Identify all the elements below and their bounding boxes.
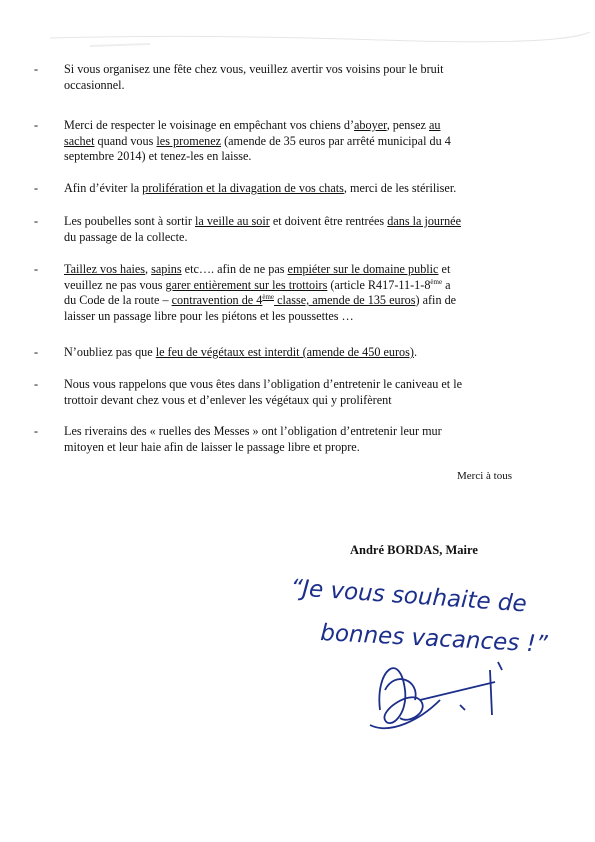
notice-item-cats — [34, 181, 544, 197]
text-run: ) afin de — [415, 293, 457, 307]
text-run: . — [413, 345, 417, 359]
text-run: trottoir devant chez vous et d’enlever les végétaux qui y prolifèrent — [64, 392, 392, 407]
text-run: , — [145, 262, 152, 276]
item-text-line — [64, 424, 544, 440]
item-text-line — [64, 134, 544, 150]
text-run: Les riverains des « ruelles des Messes » ont l’obligation d’entretenir leur mur — [64, 424, 442, 438]
text-run: et doivent être rentrées — [269, 214, 388, 228]
item-text-line — [64, 62, 544, 78]
text-run: ème — [430, 277, 443, 286]
bullet-dash: - — [34, 424, 39, 438]
text-run: quand vous — [94, 133, 157, 148]
bullet-dash: - — [34, 377, 39, 391]
item-text-line — [64, 149, 544, 165]
closing-thanks: Merci à tous — [457, 470, 512, 482]
text-run: , merci de les stériliser. — [343, 181, 457, 195]
notice-item-ruelles — [34, 424, 544, 455]
notice-item-hedges-parking — [34, 262, 544, 324]
text-run: etc…. afin de ne pas — [181, 262, 288, 276]
underlined-phrase: au — [429, 118, 441, 132]
item-text-line — [64, 345, 544, 361]
handwritten-wishes — [280, 550, 580, 750]
underlined-phrase: les promenez — [156, 133, 222, 148]
text-run: du Code de la route – — [64, 293, 172, 307]
text-run: septembre 2014) et tenez-les en laisse. — [64, 149, 252, 163]
item-text-line — [64, 230, 544, 246]
handwritten-line-1: “Je vous souhaite de — [289, 575, 528, 618]
item-text-line — [64, 309, 544, 325]
signature-scribble — [370, 662, 502, 728]
notice-item-bins — [34, 214, 544, 245]
item-text-line — [64, 278, 544, 294]
item-text-line — [64, 377, 544, 393]
underlined-phrase: aboyer — [354, 118, 387, 132]
item-text-line — [64, 393, 544, 409]
bullet-dash: - — [34, 345, 39, 359]
handwritten-line-2: bonnes vacances !” — [319, 620, 549, 658]
text-run: Si vous organisez une fête chez vous, veuillez avertir vos voisins pour le bruit — [64, 62, 444, 76]
underlined-phrase: classe, amende de 135 euros — [274, 293, 416, 307]
text-run: veuillez ne pas vous — [64, 277, 166, 292]
text-run: (amende de 35 euros par arrêté municipal du 4 — [221, 133, 451, 148]
underlined-phrase: empiéter sur le domaine public — [287, 262, 439, 276]
bullet-dash: - — [34, 262, 39, 276]
item-text-line — [64, 118, 544, 134]
text-run: Afin d’éviter la — [64, 181, 143, 195]
text-run: mitoyen et leur haie afin de laisser le passage libre et propre. — [64, 439, 360, 454]
text-run: a — [442, 277, 451, 292]
underlined-phrase: contravention de 4 — [171, 293, 263, 307]
underlined-phrase: dans la journée — [387, 214, 461, 228]
text-run: laisser un passage libre pour les piétons et les poussettes … — [64, 308, 354, 323]
underlined-phrase: ème — [262, 292, 275, 301]
text-run: N’oubliez pas que — [64, 345, 156, 359]
underlined-phrase: garer entièrement sur les trottoirs — [165, 277, 328, 292]
item-text-line — [64, 440, 544, 456]
text-run: , pensez — [386, 118, 429, 132]
underlined-phrase: Taillez vos haies — [64, 262, 146, 276]
item-text-line — [64, 214, 544, 230]
bullet-dash: - — [34, 62, 39, 76]
item-text-line — [64, 181, 544, 197]
scan-artifact — [0, 0, 595, 60]
text-run: Merci de respecter le voisinage en empêchant vos chiens d’ — [64, 118, 355, 132]
notice-item-dogs — [34, 118, 544, 165]
text-run: occasionnel. — [64, 77, 125, 92]
bullet-dash: - — [34, 214, 39, 228]
underlined-phrase: le feu de végétaux est interdit (amende de 450 euros) — [155, 345, 414, 359]
text-run: Nous vous rappelons que vous êtes dans l’obligation d’entretenir le caniveau et le — [64, 377, 463, 391]
bullet-dash: - — [34, 118, 39, 132]
item-text-line — [64, 78, 544, 94]
notice-item-burning — [34, 345, 544, 361]
text-run: (article R417-11-1-8 — [327, 277, 431, 292]
underlined-phrase: sapins — [151, 262, 182, 276]
text-run: et — [438, 262, 451, 276]
underlined-phrase: prolifération et la divagation de vos chats — [142, 181, 344, 195]
text-run: du passage de la collecte. — [64, 229, 188, 244]
underlined-phrase: la veille au soir — [195, 214, 270, 228]
item-text-line — [64, 262, 544, 278]
item-text-line — [64, 293, 544, 309]
signatory-name: André BORDAS, Maire — [350, 543, 478, 557]
bullet-dash: - — [34, 181, 39, 195]
underlined-phrase: sachet — [64, 133, 95, 148]
notice-item-gutter — [34, 377, 544, 408]
notice-item-party — [34, 62, 544, 93]
text-run: Les poubelles sont à sortir — [64, 214, 195, 228]
